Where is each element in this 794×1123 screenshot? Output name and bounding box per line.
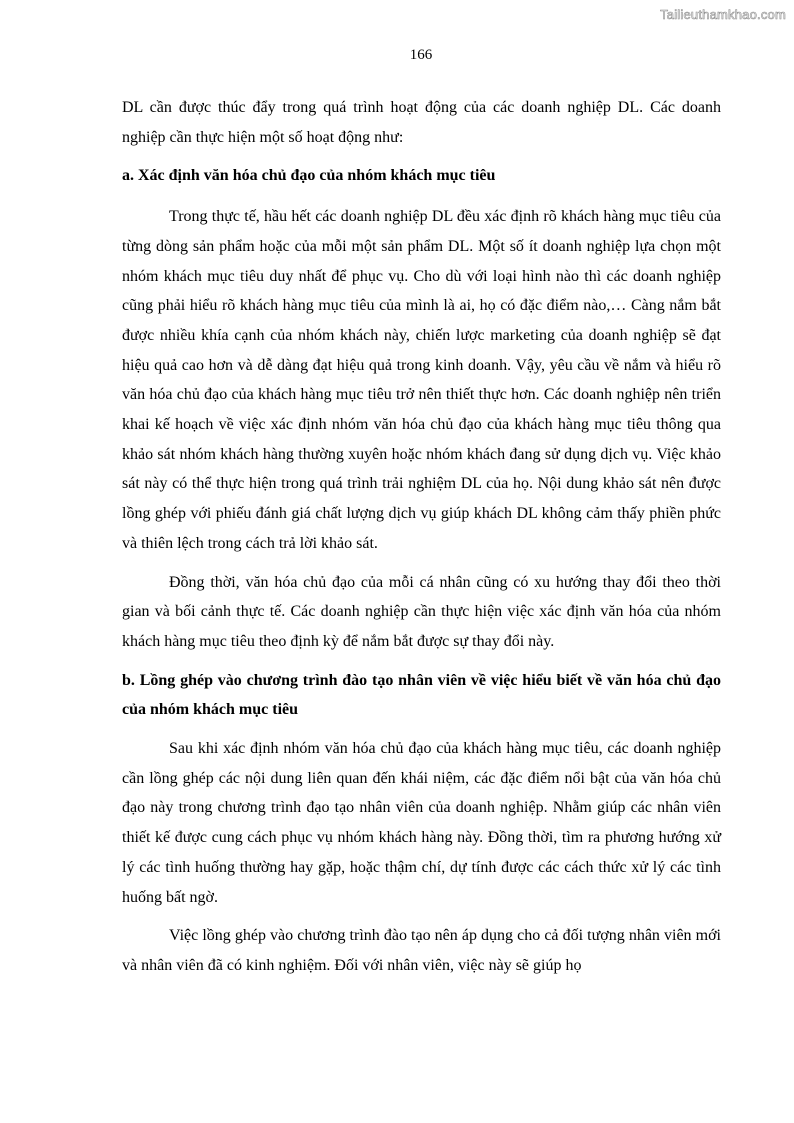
section-heading-a: a. Xác định văn hóa chủ đạo của nhóm khách mục tiêu	[122, 167, 496, 185]
paragraph-staff-training: Sau khi xác định nhóm văn hóa chủ đạo của khách hàng mục tiêu, các doanh nghiệp cần lồng ghép các nội dung liên quan đến khái niệm, các đặc điểm nổi bật của văn hóa chủ đạo này trong chương trình đạo tạo nhân viên của doanh nghiệp. Nhằm giúp các nhân viên thiết kế được cung cách phục vụ nhóm khách hàng này. Đồng thời, tìm ra phương hướng xử lý các tình huống thường hay gặp, hoặc thậm chí, dự tính được các cách thức xử lý các tình huống bất ngờ.	[122, 740, 721, 906]
document-body	[122, 93, 721, 981]
paragraph-continuation: DL cần được thúc đẩy trong quá trình hoạt động của các doanh nghiệp DL. Các doanh nghiệp cần thực hiện một số hoạt động như:	[122, 99, 721, 146]
watermark-text: Tailieuthamkhao.com	[660, 7, 786, 22]
paragraph-culture-change: Đồng thời, văn hóa chủ đạo của mỗi cá nhân cũng có xu hướng thay đổi theo thời gian và bối cảnh thực tế. Các doanh nghiệp cần thực hiện việc xác định văn hóa của nhóm khách hàng mục tiêu theo định kỳ để nắm bắt được sự thay đổi này.	[122, 573, 721, 650]
page-number: 166	[409, 47, 433, 63]
paragraph-training-application: Việc lồng ghép vào chương trình đào tạo nên áp dụng cho cả đối tượng nhân viên mới và nhân viên đã có kinh nghiệm. Đối với nhân viên, việc này sẽ giúp họ	[122, 927, 721, 974]
section-heading-b: b. Lồng ghép vào chương trình đào tạo nhân viên về việc hiểu biết về văn hóa chủ đạo của nhóm khách mục tiêu	[122, 671, 721, 719]
paragraph-target-customers: Trong thực tế, hầu hết các doanh nghiệp DL đều xác định rõ khách hàng mục tiêu của từng dòng sản phẩm hoặc của mỗi một sản phẩm DL. Một số ít doanh nghiệp lựa chọn một nhóm khách mục tiêu duy nhất để phục vụ. Cho dù với loại hình nào thì các doanh nghiệp cũng phải hiểu rõ khách hàng mục tiêu của mình là ai, họ có đặc điểm nào,… Càng nắm bắt được nhiều khía cạnh của nhóm khách này, chiến lược marketing của doanh nghiệp sẽ đạt hiệu quả cao hơn và dễ dàng đạt hiệu quả trong kinh doanh. Vậy, yêu cầu về nắm và hiểu rõ văn hóa chủ đạo của khách hàng mục tiêu trở nên thiết thực hơn. Các doanh nghiệp nên triển khai kế hoạch về việc xác định nhóm văn hóa chủ đạo của khách hàng mục tiêu thông qua khảo sát nhóm khách hàng thường xuyên hoặc nhóm khách đang sử dụng dịch vụ. Việc khảo sát này có thể thực hiện trong quá trình trải nghiệm DL của họ. Nội dung khảo sát nên được lồng ghép với phiếu đánh giá chất lượng dịch vụ giúp khách DL không cảm thấy phiền phức và thiên lệch trong cách trả lời khảo sát.	[122, 208, 721, 552]
